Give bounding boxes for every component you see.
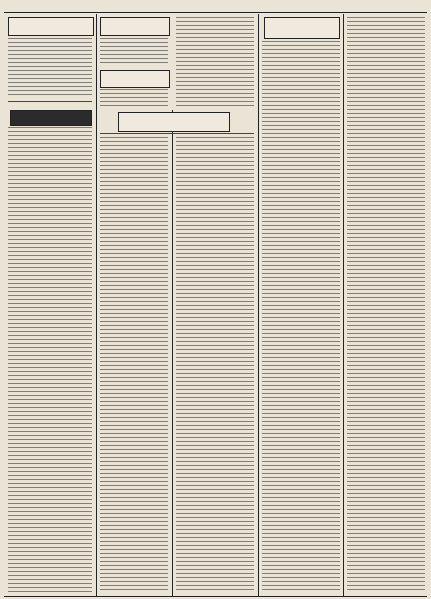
- memorial-heading: [100, 17, 170, 36]
- column-rule-3: [258, 14, 259, 597]
- separator: [8, 101, 92, 102]
- masthead-rule: [4, 12, 427, 13]
- thanks-heading: [118, 112, 230, 132]
- gratitude-heading: [100, 70, 170, 88]
- left-column-notices: [8, 127, 92, 593]
- separator: [100, 133, 254, 134]
- column-rule-4: [343, 14, 344, 597]
- column-rule-1: [96, 14, 97, 597]
- column-rule-2: [172, 110, 173, 597]
- footer-rule: [4, 596, 427, 597]
- issue-info: [6, 3, 156, 12]
- condolence-heading: [8, 17, 94, 36]
- right-column-notices: [347, 17, 425, 593]
- gratitude-text: [100, 89, 168, 107]
- funeral-heading: [264, 17, 340, 39]
- funeral-column-notices: [262, 41, 340, 593]
- upper-middle-notice-text: [176, 17, 254, 107]
- page-label: [353, 3, 423, 12]
- thanks-column-b: [176, 137, 254, 593]
- notice-box-dark: [10, 110, 92, 126]
- condolence-notice-text: [8, 38, 92, 98]
- thanks-column-a: [100, 137, 168, 593]
- memorial-text: [100, 38, 168, 66]
